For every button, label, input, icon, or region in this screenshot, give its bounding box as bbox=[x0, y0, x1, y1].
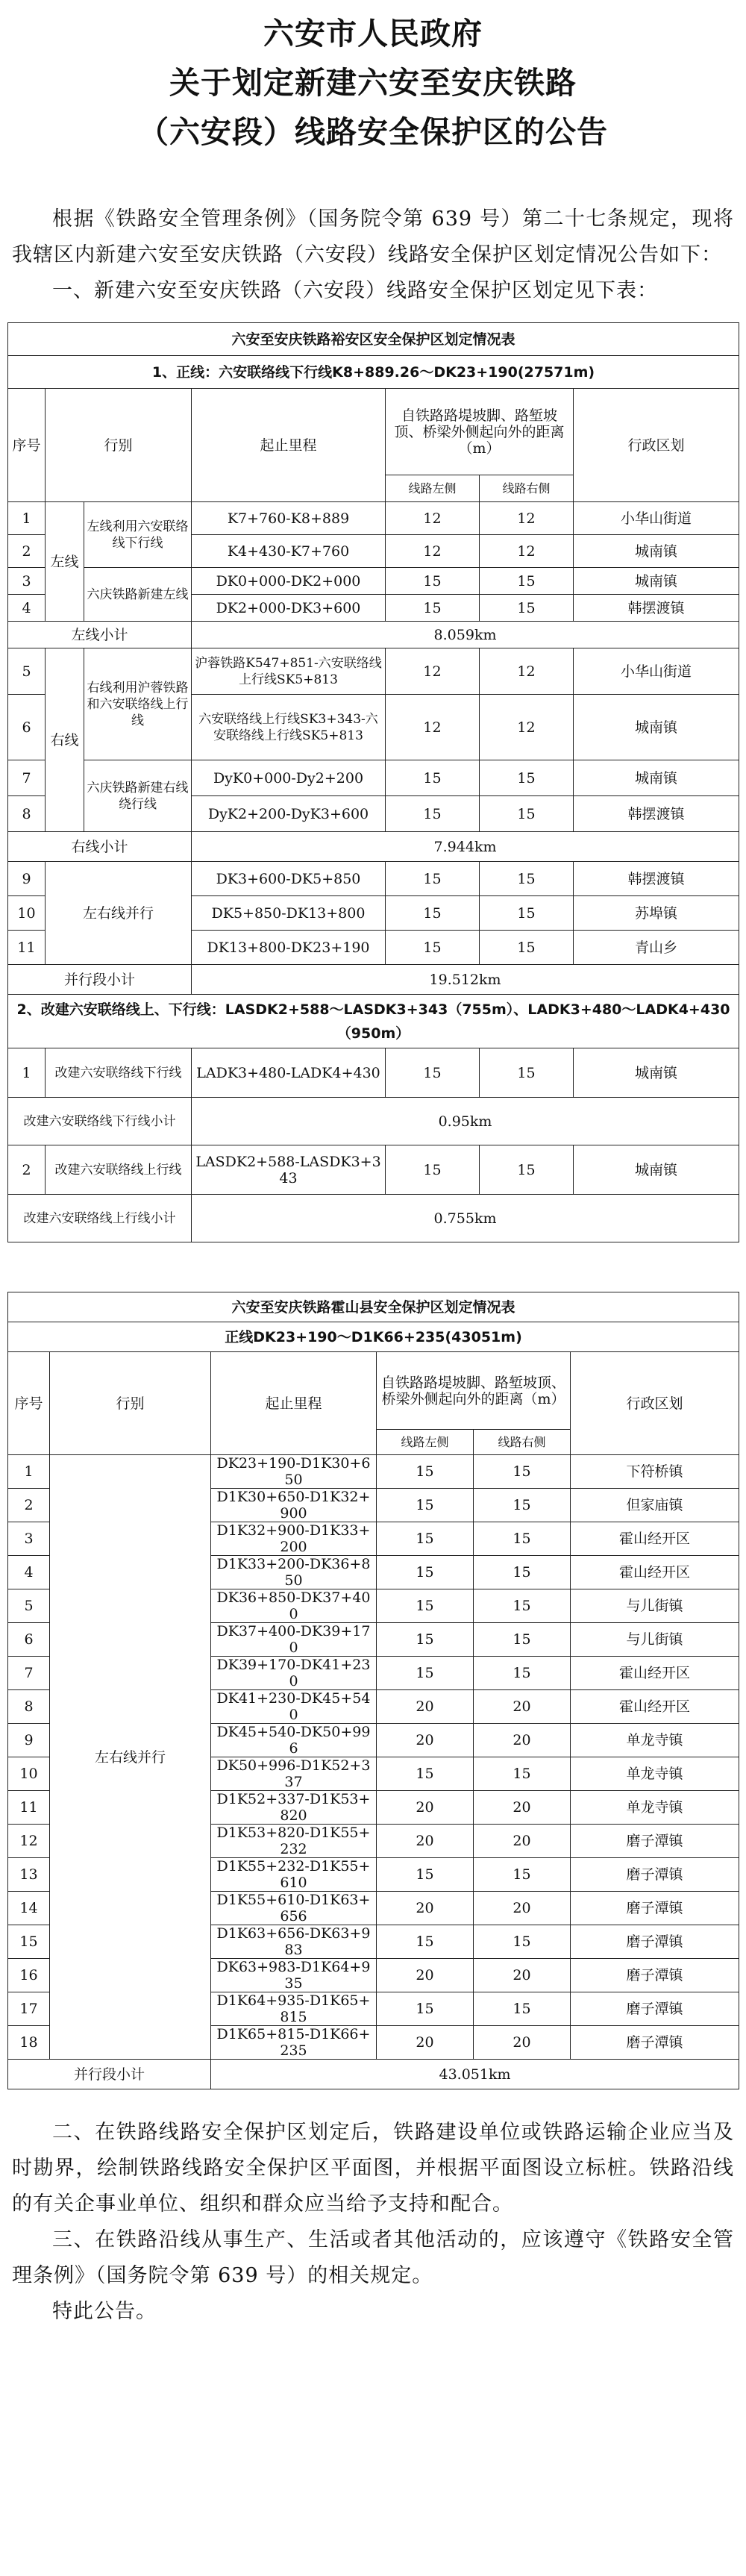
up-subtotal-value: 0.755km bbox=[192, 1195, 739, 1242]
table-row: 2 K4+430-K7+760 12 12 城南镇 bbox=[8, 535, 739, 568]
title-line-3: （六安段）线路安全保护区的公告 bbox=[138, 114, 608, 150]
table-row: 6 DK37+400-DK39+170 15 15 与儿街镇 bbox=[8, 1623, 739, 1657]
table-row: 15 D1K63+656-DK63+983 15 15 磨子潭镇 bbox=[8, 1925, 739, 1959]
left-subtotal-label: 左线小计 bbox=[8, 622, 192, 648]
header-left-side: 线路左侧 bbox=[377, 1430, 474, 1455]
up-subtotal-label: 改建六安联络线上行线小计 bbox=[8, 1195, 192, 1242]
table-row: 9 DK45+540-DK50+996 20 20 单龙寺镇 bbox=[8, 1724, 739, 1757]
subtotal-row bbox=[8, 965, 739, 995]
table-row: 4 D1K33+200-DK36+850 15 15 霍山经开区 bbox=[8, 1556, 739, 1589]
subtotal-row bbox=[8, 832, 739, 862]
subtotal-row bbox=[8, 622, 739, 648]
right-line-sub-2: 六庆铁路新建右线绕行线 bbox=[84, 760, 192, 832]
table-row: 5 DK36+850-DK37+400 15 15 与儿街镇 bbox=[8, 1589, 739, 1623]
table-row: 13 D1K55+232-D1K55+610 15 15 磨子潭镇 bbox=[8, 1858, 739, 1892]
down-subtotal-value: 0.95km bbox=[192, 1098, 739, 1145]
subtotal-row bbox=[8, 2060, 739, 2089]
table-row: 7 DK39+170-DK41+230 15 15 霍山经开区 bbox=[8, 1657, 739, 1690]
header-distance: 自铁路路堤坡脚、路堑坡顶、桥梁外侧起向外的距离（m） bbox=[377, 1352, 571, 1430]
intro-paragraph: 根据《铁路安全管理条例》（国务院令第 639 号）第二十七条规定，现将我辖区内新建六安至安庆铁路（六安段）线路安全保护区划定情况公告如下： bbox=[12, 207, 734, 266]
header-type: 行别 bbox=[46, 389, 192, 502]
huoshan-county-table bbox=[7, 1292, 739, 2089]
table-row: 14 D1K55+610-D1K63+656 20 20 磨子潭镇 bbox=[8, 1892, 739, 1925]
item-2-paragraph: 二、在铁路线路安全保护区划定后，铁路建设单位或铁路运输企业应当及时勘界，绘制铁路线路安全保护区平面图，并根据平面图设立标桩。铁路沿线的有关企事业单位、组织和群众应当给予支持和配合。 bbox=[12, 2121, 734, 2216]
table-2-section: 正线DK23+190～D1K66+235(43051m) bbox=[8, 1322, 739, 1352]
closing-text: 特此公告。 bbox=[52, 2300, 157, 2323]
header-seq: 序号 bbox=[8, 389, 46, 502]
subtotal-row bbox=[8, 1098, 739, 1145]
notice-title bbox=[0, 0, 746, 157]
table-row: 1 左右线并行 DK23+190-D1K30+650 15 15 下符桥镇 bbox=[8, 1455, 739, 1489]
item-1-paragraph: 一、新建六安至安庆铁路（六安段）线路安全保护区划定见下表： bbox=[52, 279, 658, 302]
parallel-group: 左右线并行 bbox=[50, 1455, 211, 2060]
table-row: 3 D1K32+900-D1K33+200 15 15 霍山经开区 bbox=[8, 1522, 739, 1556]
left-line-group: 左线 bbox=[46, 502, 84, 622]
table-row: 8 DK41+230-DK45+540 20 20 霍山经开区 bbox=[8, 1690, 739, 1724]
table-row: 12 D1K53+820-D1K55+232 20 20 磨子潭镇 bbox=[8, 1825, 739, 1858]
left-line-sub-2: 六庆铁路新建左线 bbox=[84, 568, 192, 622]
subtotal-row bbox=[8, 1195, 739, 1242]
table-row: 1 左线 左线利用六安联络线下行线 K7+760-K8+889 12 12 小华山街道 bbox=[8, 502, 739, 535]
parallel-subtotal-label: 并行段小计 bbox=[8, 965, 192, 995]
table-row: 18 D1K65+815-D1K66+235 20 20 磨子潭镇 bbox=[8, 2026, 739, 2060]
table-row: 4 DK2+000-DK3+600 15 15 韩摆渡镇 bbox=[8, 595, 739, 622]
table-row: 2 改建六安联络线上行线 LASDK2+588-LASDK3+343 15 15 城南镇 bbox=[8, 1145, 739, 1195]
table-1-section-1: 1、正线：六安联络线下行线K8+889.26～DK23+190(27571m) bbox=[8, 356, 739, 389]
header-right-side: 线路右侧 bbox=[480, 475, 574, 502]
header-distance: 自铁路路堤坡脚、路堑坡顶、桥梁外侧起向外的距离（m） bbox=[386, 389, 574, 475]
header-type: 行别 bbox=[50, 1352, 211, 1455]
table-2-subtotal-value: 43.051km bbox=[211, 2060, 739, 2089]
table-1-title: 六安至安庆铁路裕安区安全保护区划定情况表 bbox=[8, 323, 739, 356]
header-seq: 序号 bbox=[8, 1352, 50, 1455]
header-left-side: 线路左侧 bbox=[386, 475, 480, 502]
table-row: 10 DK5+850-DK13+800 15 15 苏埠镇 bbox=[8, 896, 739, 931]
table-row: 11 D1K52+337-D1K53+820 20 20 单龙寺镇 bbox=[8, 1791, 739, 1825]
header-range: 起止里程 bbox=[211, 1352, 377, 1455]
table-row: 6 六安联络线上行线SK3+343-六安联络线上行线SK5+813 12 12 城南镇 bbox=[8, 695, 739, 760]
parallel-group: 左右线并行 bbox=[46, 862, 192, 965]
right-subtotal-label: 右线小计 bbox=[8, 832, 192, 862]
parallel-subtotal-value: 19.512km bbox=[192, 965, 739, 995]
table-row: 11 DK13+800-DK23+190 15 15 青山乡 bbox=[8, 931, 739, 965]
table-row: 2 D1K30+650-D1K32+900 15 15 但家庙镇 bbox=[8, 1489, 739, 1522]
table-row: 17 D1K64+935-D1K65+815 15 15 磨子潭镇 bbox=[8, 1992, 739, 2026]
table-row: 10 DK50+996-D1K52+337 15 15 单龙寺镇 bbox=[8, 1757, 739, 1791]
right-subtotal-value: 7.944km bbox=[192, 832, 739, 862]
table-row: 5 右线 右线利用沪蓉铁路和六安联络线上行线 沪蓉铁路K547+851-六安联络线上行线SK5+813 12 12 小华山街道 bbox=[8, 648, 739, 695]
right-line-sub-1: 右线利用沪蓉铁路和六安联络线上行线 bbox=[84, 648, 192, 760]
left-subtotal-value: 8.059km bbox=[192, 622, 739, 648]
table-row: 7 六庆铁路新建右线绕行线 DyK0+000-Dy2+200 15 15 城南镇 bbox=[8, 760, 739, 796]
left-line-sub-1: 左线利用六安联络线下行线 bbox=[84, 502, 192, 568]
table-1-section-2: 2、改建六安联络线上、下行线：LASDK2+588～LASDK3+343（755m）、LADK3+480～LADK4+430（950m） bbox=[8, 995, 739, 1048]
table-2-title: 六安至安庆铁路霍山县安全保护区划定情况表 bbox=[8, 1292, 739, 1322]
table-row: 8 DyK2+200-DyK3+600 15 15 韩摆渡镇 bbox=[8, 796, 739, 832]
item-3-paragraph: 三、在铁路沿线从事生产、生活或者其他活动的，应该遵守《铁路安全管理条例》（国务院令第 639 号）的相关规定。 bbox=[12, 2228, 734, 2287]
table-row: 9 左右线并行 DK3+600-DK5+850 15 15 韩摆渡镇 bbox=[8, 862, 739, 896]
header-range: 起止里程 bbox=[192, 389, 386, 502]
down-subtotal-label: 改建六安联络线下行线小计 bbox=[8, 1098, 192, 1145]
title-line-1: 六安市人民政府 bbox=[263, 16, 483, 51]
table-row: 1 改建六安联络线下行线 LADK3+480-LADK4+430 15 15 城南镇 bbox=[8, 1048, 739, 1098]
header-admin: 行政区划 bbox=[571, 1352, 739, 1455]
header-right-side: 线路右侧 bbox=[474, 1430, 571, 1455]
table-2-subtotal-label: 并行段小计 bbox=[8, 2060, 211, 2089]
yuan-district-table bbox=[7, 322, 739, 1242]
table-row: 16 DK63+983-D1K64+935 20 20 磨子潭镇 bbox=[8, 1959, 739, 1992]
title-line-2: 关于划定新建六安至安庆铁路 bbox=[169, 65, 577, 101]
right-line-group: 右线 bbox=[46, 648, 84, 832]
table-row: 3 六庆铁路新建左线 DK0+000-DK2+000 15 15 城南镇 bbox=[8, 568, 739, 595]
header-admin: 行政区划 bbox=[574, 389, 739, 502]
